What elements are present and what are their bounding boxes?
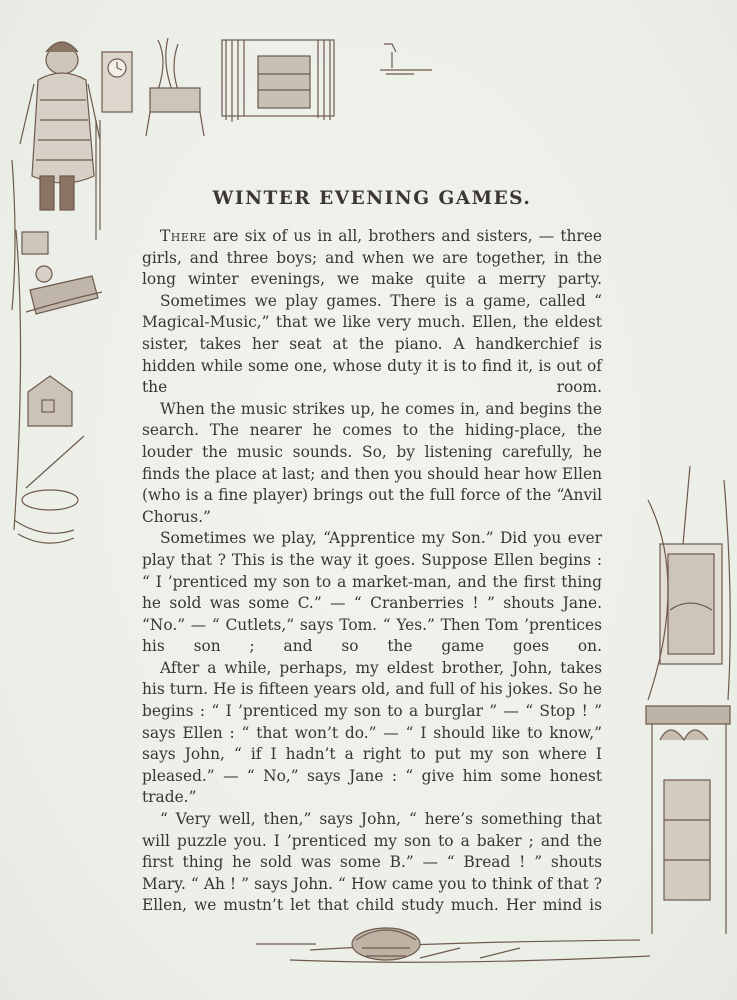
picture-frame-icon — [660, 466, 722, 664]
paragraph: Sometimes we play games. There is a game, called “ Magical-Music,” that we like very much. Ellen, the eldest sister, takes her seat at the piano. A handkerchief is hidden while some one, whose duty it is to find it, is out of the room. — [142, 291, 602, 397]
sled-icon — [26, 276, 102, 314]
clock-icon — [102, 52, 132, 112]
toy-stick-icon — [14, 436, 84, 543]
plant-icon — [146, 38, 204, 136]
small-figure-icon — [380, 44, 432, 74]
curtain-window-icon — [222, 40, 334, 122]
toy-box-icon — [22, 232, 52, 282]
santa-icon — [20, 42, 100, 210]
paragraph-text: are six of us in all, brothers and sisters, — three girls, and three boys; and when we are together, in the long winter evenings, we make quite a merry party. — [142, 227, 602, 289]
article-body — [142, 226, 602, 917]
page-title: WINTER EVENING GAMES. — [212, 188, 532, 210]
paragraph: Sometimes we play, “Apprentice my Son.” Did you ever play that ? This is the way it goes. Suppose Ellen begins : “ I ’prenticed my son to a market-man, and the first thing he sold was some C.” — “ Cranberries ! ” shouts Jane. “No.” — “ Cutlets,” says Tom. “ Yes.” Then Tom ’prentices his son ; and so the game goes on. — [142, 529, 602, 656]
paragraph-lead-word: There — [160, 227, 207, 245]
paragraph: “ Very well, then,” says John, “ here’s something that will puzzle you. I ’prenticed my son to a baker ; and the first thing he sold was some B.” — “ Bread ! ” shouts Mary. “ Ah ! ” says John. “ How came you to think of that ? Ellen, we mustn’t let that child study much. Her mind is — [142, 810, 602, 915]
floor-icon — [256, 940, 650, 962]
paragraph: After a while, perhaps, my eldest brother, John, takes his turn. He is fifteen years old, and full of his jokes. So he begins : “ I ’prenticed my son to a burglar ” — “ Stop ! ” says Ellen : “ that won’t do.” — “ I should like to know,” says John, “ if I hadn’t a right to put my son where I pleased.” — “ No,” says Jane : “ give him some honest trade.” — [142, 658, 602, 807]
paragraph — [142, 226, 602, 291]
basket-icon — [352, 928, 420, 960]
paragraph: When the music strikes up, he comes in, and begins the search. The nearer he comes to the hiding-place, the louder the music sounds. So, by listening carefully, he finds the place at last; and then you should hear how Ellen (who is a fine player) brings out the full force of the “Anvil Chorus.” — [142, 399, 602, 526]
toy-house-icon — [28, 376, 72, 426]
